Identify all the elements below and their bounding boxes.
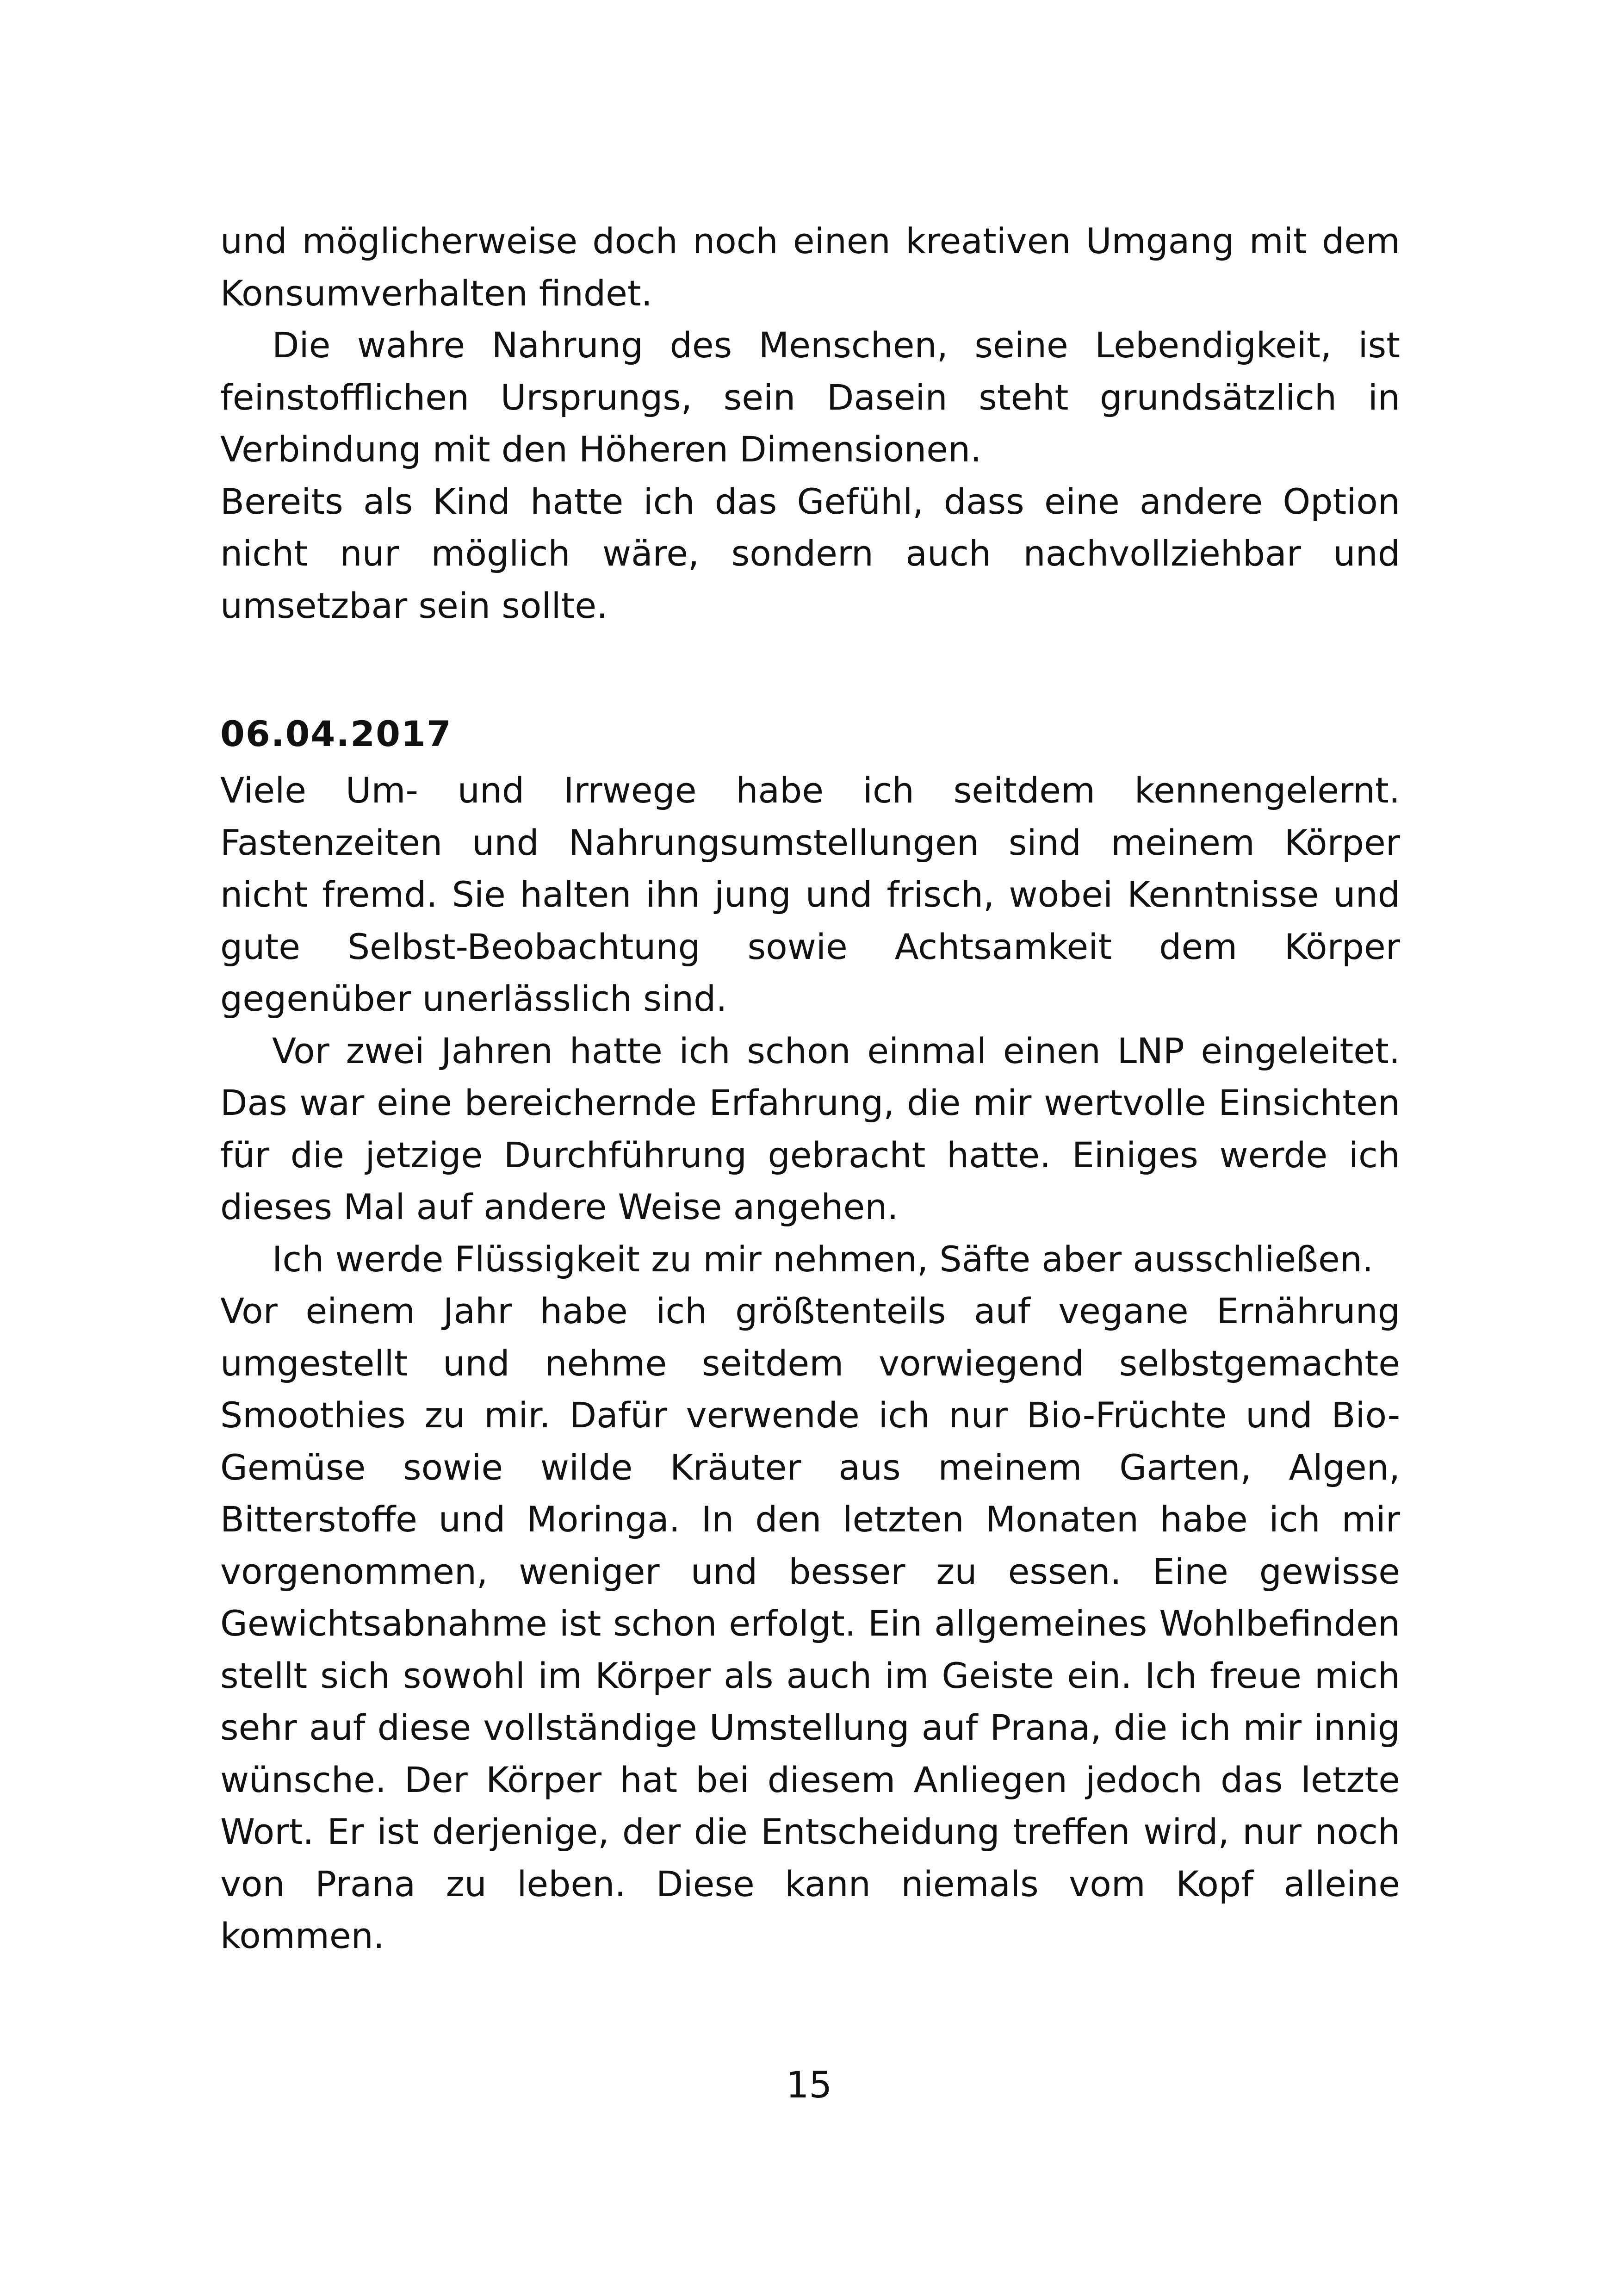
date-heading: 06.04.2017 bbox=[220, 713, 452, 754]
paragraph: Viele Um- und Irrwege habe ich seitdem kennengelernt. Fastenzeiten und Nahrungsumstellungen sind meinem Körper nicht fremd. Sie halten ihn jung und frisch, wobei Kenntnisse und gute Selbst-Beobachtung sowie Achtsamkeit dem Körper gegenüber unerlässlich sind. bbox=[220, 770, 1400, 1019]
text-block-entry bbox=[220, 765, 1400, 1962]
text-block-intro bbox=[220, 215, 1400, 632]
paragraph: Vor einem Jahr habe ich größtenteils auf vegane Ernährung umgestellt und nehme seitdem vorwiegend selbstgemachte Smoothies zu mir. Dafür verwende ich nur Bio-Früchte und Bio-Gemüse sowie wilde Kräuter aus meinem Garten, Algen, Bitterstoffe und Moringa. In den letzten Monaten habe ich mir vorgenommen, weniger und besser zu essen. Eine gewisse Gewichtsabnahme ist schon erfolgt. Ein allgemeines Wohlbefinden stellt sich sowohl im Körper als auch im Geiste ein. Ich freue mich sehr auf diese vollständige Umstellung auf Prana, die ich mir innig wünsche. Der Körper hat bei diesem Anliegen jedoch das letzte Wort. Er ist derjenige, der die Entscheidung treffen wird, nur noch von Prana zu leben. Diese kann niemals vom Kopf alleine kommen. bbox=[220, 1290, 1400, 1956]
paragraph: und möglicherweise doch noch einen kreativen Umgang mit dem Konsumverhalten findet. bbox=[220, 220, 1400, 314]
paragraph: Ich werde Flüssigkeit zu mir nehmen, Säfte aber ausschließen. bbox=[272, 1238, 1374, 1280]
paragraph: Vor zwei Jahren hatte ich schon einmal einen LNP eingeleitet. Das war eine bereichernde Erfahrung, die mir wertvolle Einsichten für die jetzige Durchführung gebracht hatte. Einiges werde ich dieses Mal auf andere Weise angehen. bbox=[220, 1030, 1400, 1227]
paragraph: Bereits als Kind hatte ich das Gefühl, dass eine andere Option nicht nur möglich wäre, sondern auch nachvollziehbar und umsetzbar sein sollte. bbox=[220, 480, 1400, 626]
paragraph: Die wahre Nahrung des Menschen, seine Lebendigkeit, ist feinstofflichen Ursprungs, sein Dasein steht grundsätzlich in Verbindung mit den Höheren Dimensionen. bbox=[220, 324, 1400, 470]
page-number: 15 bbox=[786, 2065, 832, 2106]
